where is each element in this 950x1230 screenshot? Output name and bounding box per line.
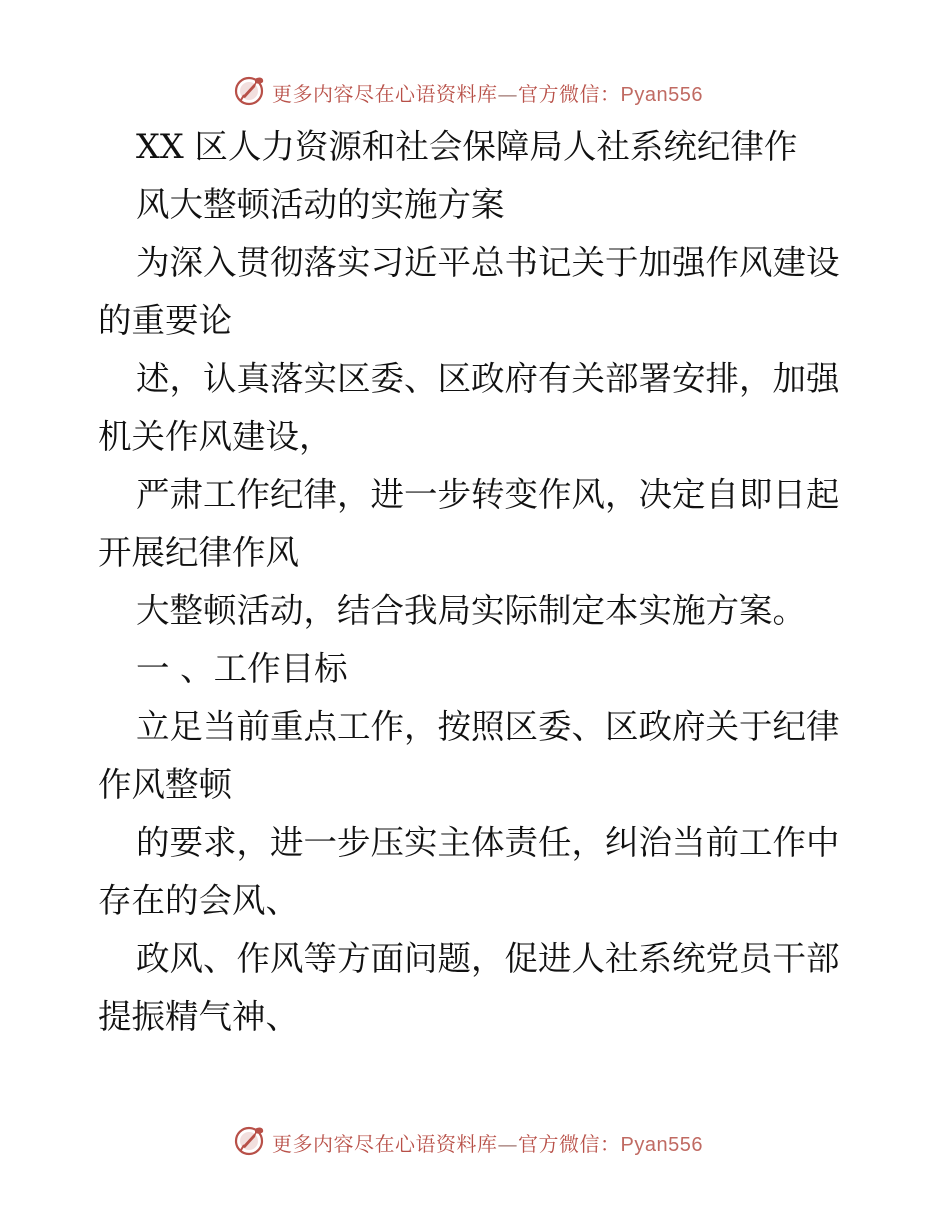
text-line: 的要求，进一步压实主体责任，纠治当前工作中 [136, 823, 840, 862]
footer-banner-wechat-id: Pyan556 [620, 1134, 703, 1156]
header-banner-wechat-id: Pyan556 [620, 84, 703, 106]
text-line: 风大整顿活动的实施方案 [136, 185, 505, 224]
quill-seal-logo-icon [233, 73, 267, 107]
text-line: 述，认真落实区委、区政府有关部署安排，加强 [136, 359, 840, 398]
text-line: 政风、作风等方面问题，促进人社系统党员干部 [136, 939, 840, 978]
text-line: XX 区人力资源和社会保障局人社系统纪律作 [136, 127, 798, 166]
footer-banner-main: 更多内容尽在心语资料库 [272, 1132, 498, 1156]
text-line: 的重要论 [98, 301, 232, 340]
text-line: 为深入贯彻落实习近平总书记关于加强作风建设 [136, 243, 840, 282]
text-line: 提振精气神、 [98, 997, 299, 1036]
text-line: 开展纪律作风 [98, 533, 299, 572]
text-line: 作风整顿 [98, 765, 232, 804]
header-banner-separator: — [497, 82, 518, 106]
text-line: 严肃工作纪律，进一步转变作风，决定自即日起 [136, 475, 840, 514]
document-body [98, 118, 858, 1046]
header-banner-text [272, 78, 703, 107]
header-banner-wechat-label: 官方微信： [518, 82, 621, 106]
footer-banner-wechat-label: 官方微信： [518, 1132, 621, 1156]
quill-seal-logo-icon [233, 1123, 267, 1157]
text-line: 存在的会风、 [98, 881, 299, 920]
header-banner [0, 70, 950, 110]
header-banner-main: 更多内容尽在心语资料库 [272, 82, 498, 106]
footer-banner [0, 1120, 950, 1160]
text-line: 一 、工作目标 [136, 649, 348, 688]
text-line: 机关作风建设， [98, 417, 333, 456]
text-line: 立足当前重点工作，按照区委、区政府关于纪律 [136, 707, 840, 746]
footer-banner-text [272, 1128, 703, 1157]
footer-banner-separator: — [497, 1132, 518, 1156]
text-line: 大整顿活动，结合我局实际制定本实施方案。 [136, 591, 806, 630]
